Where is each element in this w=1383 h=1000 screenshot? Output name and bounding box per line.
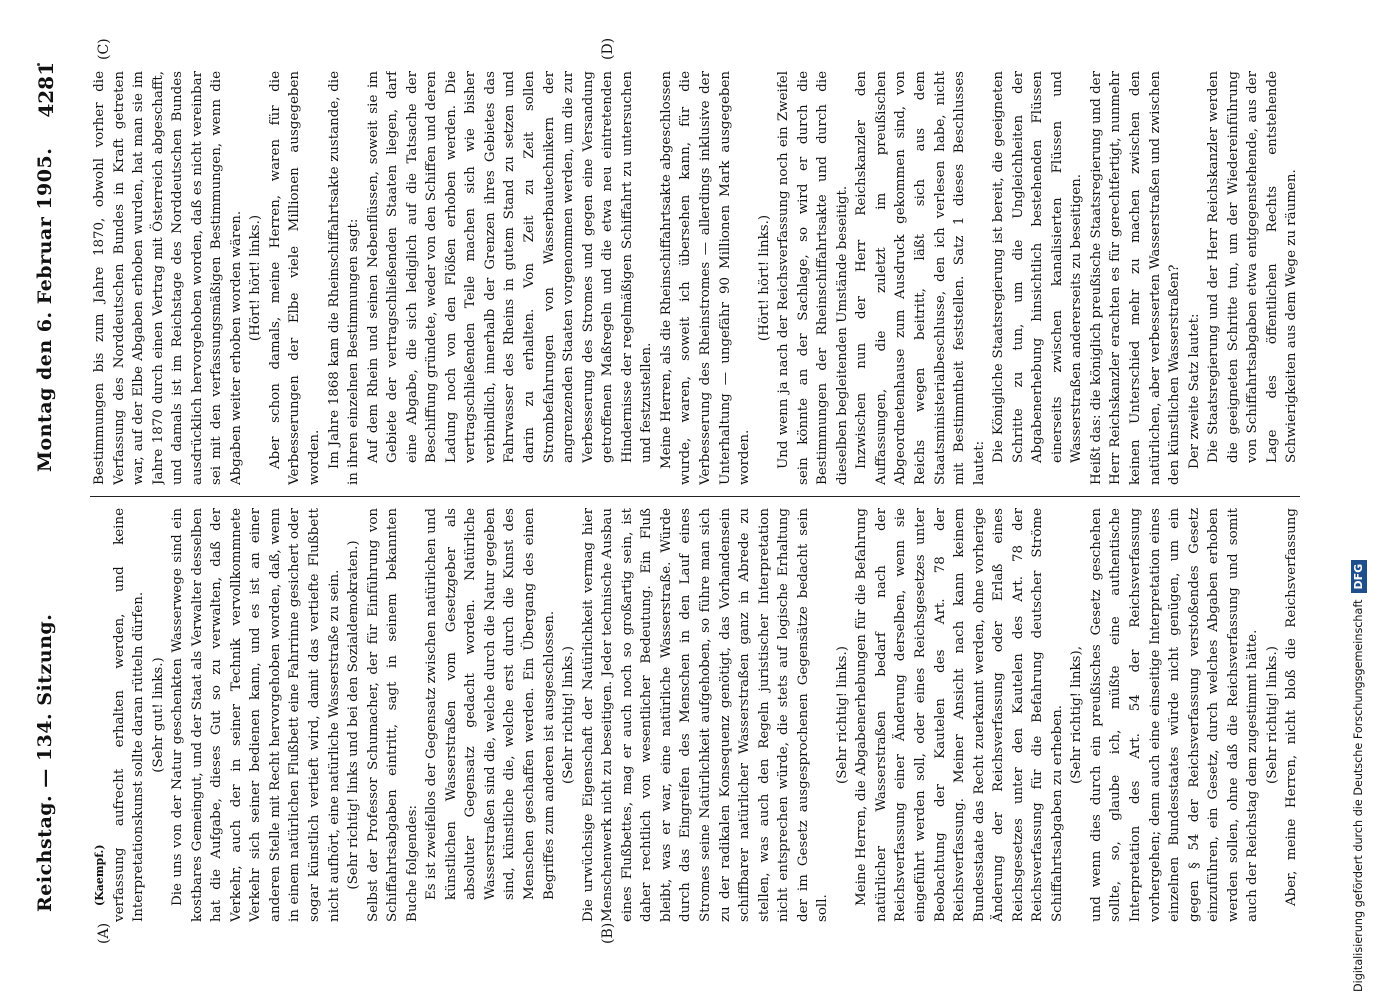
paragraph: Bestimmungen bis zum Jahre 1870, obwohl vorher die Verfassung des Norddeutschen Bundes in Kraft getreten war, auf der Elbe Abgaben erhoben wurden, hat man sie im Jahre 1870 durch einen Vertrag mit Österreich abgeschafft, und damals ist im Reichstage des Norddeutschen Bundes ausdrücklich hervorgehoben worden, daß es nicht vereinbar sei mit den verfassungsmäßigen Bestimmungen, wenn die Abgaben weiter erhoben worden wären. bbox=[92, 71, 244, 485]
interjection: (Sehr richtig! links und bei den Sozialdemokraten.) bbox=[346, 540, 362, 890]
left-column bbox=[90, 508, 1300, 922]
digitization-note-text-wrap bbox=[1348, 8, 1370, 992]
paragraph: Selbst der Professor Schumacher, der für Einführung von Schiffahrtsabgaben eintritt, sagt in seinem bekannten Buche folgendes: bbox=[365, 508, 420, 922]
speaker-name: (Kaempf.) bbox=[93, 844, 106, 906]
paragraph: Aber, meine Herren, nicht bloß die Reichsverfassung bbox=[1284, 508, 1300, 906]
margin-marker-d: (D) bbox=[600, 37, 616, 60]
interjection: (Hört! hört! links.) bbox=[756, 214, 772, 342]
paragraph: Und wenn ja nach der Reichsverfassung noch ein Zweifel sein könnte an der Sachlage, so wird er durch die Bestimmungen der Rheinschiffahrtsakte und durch die dieselben begleitenden Umstände beseitigt. bbox=[776, 71, 850, 485]
paragraph: Der zweite Satz lautet: bbox=[1186, 313, 1202, 469]
margin-marker-b: (B) bbox=[600, 922, 616, 944]
quotation: Die Staatsregierung und der Herr Reichskanzler werden die geeigneten Schritte tun, um der Wiedereinführung von Schiffahrtsabgaben etwa entgegenstehende, aus der Lage des öffentlichen Rechts entstehende Schwierigkeiten aus dem Wege zu räumen. bbox=[1206, 71, 1300, 463]
page-number: 4281 bbox=[34, 62, 58, 118]
quotation: Die Königliche Staatsregierung ist bereit, die geeigneten Schritte zu tun, um die Ungleichheiten der Abgabenerhebung hinsichtlich bestehenden Flüssen einerseits zwischen kanalisierten Flüssen und Wasserstraßen andererseits zu beseitigen. bbox=[991, 71, 1085, 463]
dfg-logo: DFG bbox=[1351, 560, 1367, 594]
interjection: (Sehr richtig! links.) bbox=[1264, 646, 1280, 784]
paragraph: Aber schon damals, meine Herren, waren für die Verbesserungen der Elbe viele Millionen ausgegeben worden. bbox=[267, 71, 323, 485]
interjection: (Sehr richtig! links), bbox=[1069, 646, 1085, 784]
quotation: Es ist zweifellos der Gegensatz zwischen natürlichen und künstlichen Wasserstraßen vom Gesetzgeber als absoluter Gegensatz gedacht worden. Natürliche Wasserstraßen sind die, welche durch die Natur gegeben sind, künstliche die, welche erst durch die Kunst des Menschen geschaffen werden. Ein Übergang des einen Begriffes zum anderen ist ausgeschlossen. bbox=[424, 508, 557, 900]
paragraph: Im Jahre 1868 kam die Rheinschiffahrtsakte zustande, die in ihren einzelnen Bestimmungen sagt: bbox=[326, 71, 362, 485]
paragraph: Die urwüchsige Eigenschaft der Natürlichkeit vermag hier Menschenwerk nicht zu beseitigen. Jeder technische Ausbau eines Flußbettes, mag er auch noch so großartig sein, ist daher rechtlich von wesentlicher Bedeutung. Ein Fluß bleibt, was er war, eine natürliche Wasserstraße. Würde durch das Eingreifen des Menschen in den Lauf eines Stromes seine Natürlichkeit aufgehoben, so führe man sich zu der radikalen Konsequenz genötigt, das Vorhandensein schiffbarer natürlicher Wasserstraßen ganz in Abrede zu stellen, was auch den Regeln juristischer Interpretation nicht entsprechen würde, die stets auf logische Erhaltung der im Gesetz ausgesprochenen Gegensätze bedacht sein soll. bbox=[580, 508, 831, 922]
digitization-note bbox=[1348, 8, 1370, 992]
interjection: (Hört! hört! links.) bbox=[248, 214, 264, 342]
column-divider bbox=[90, 496, 1300, 497]
margin-marker-a: (A) bbox=[96, 922, 112, 944]
paragraph: Heißt das: die königlich preußische Staatsregierung und der Herr Reichskanzler erachten es für gerechtfertigt, nunmehr keinen Unterschied mehr zu machen zwischen den natürlichen, aber verbesserten Wasserstraßen und zwischen den künstlichen Wasserstraßen? bbox=[1088, 71, 1183, 485]
interjection: (Sehr gut! links.) bbox=[150, 657, 166, 773]
interjection: (Sehr richtig! links.) bbox=[561, 646, 577, 784]
right-column bbox=[90, 71, 1300, 485]
interjection: (Sehr richtig! links.) bbox=[834, 646, 850, 784]
margin-marker-c: (C) bbox=[96, 38, 112, 60]
paragraph: und wenn dies durch ein preußisches Gesetz geschehen sollte, so, glaube ich, müßte eine authentische Interpretation des Art. 54 der Reichsverfassung vorhergehen; denn auch eine einseitige Interpretation eines einzelnen Bundesstaates würde nicht genügen, um ein gegen § 54 der Reichsverfassung verstoßendes Gesetz einzuführen, ein Gesetz, durch welches Abgaben erhoben werden sollen, ohne daß die Reichsverfassung und somit auch der Reichstag dem zugestimmt hätte. bbox=[1088, 508, 1261, 922]
page-header bbox=[34, 62, 84, 922]
digitization-note-text: Digitalisierung gefördert durch die Deutsche Forschungsgemeinschaft bbox=[1352, 599, 1365, 992]
paragraph: Meine Herren, als die Rheinschiffahrtsakte abgeschlossen wurde, waren, soweit ich übersehen kann, für die Verbesserung des Rheinstromes — allerdings inklusive der Unterhaltung — ungefähr 90 Millionen Mark ausgegeben worden. bbox=[658, 71, 753, 485]
paragraph: Die uns von der Natur geschenkten Wasserwege sind ein kostbares Gemeingut, und der Staat als Verwalter desselben hat die Aufgabe, dieses Gut so zu verwalten, daß der Verkehr, auch der in seiner Technik vervollkommnete Verkehr sich seiner bedienen kann, und es ist an einer anderen Stelle mit Recht hervorgehoben worden, daß, wenn in einem natürlichen Flußbett eine Fahrrinne gesichert oder sogar künstlich vertieft wird, damit das vertiefte Flußbett nicht aufhört, eine natürliche Wasserstraße zu sein. bbox=[170, 508, 342, 922]
paragraph: Meine Herren, die Abgabenerhebungen für die Befahrung natürlicher Wasserstraßen bedarf nach der Reichsverfassung einer Änderung derselben, wenn sie eingeführt werden soll, oder eines Reichsgesetzes unter Beobachtung der Kautelen des Art. 78 der Reichsverfassung. Meiner Ansicht nach kann keinem Bundesstaate das Recht zuerkannt werden, ohne vorherige Änderung der Reichsverfassung oder Erlaß eines Reichsgesetzes unter den Kautelen des Art. 78 der Reichsverfassung für die Befahrung deutscher Ströme Schiffahrtsabgaben zu erheben. bbox=[854, 508, 1065, 922]
quotation: Auf dem Rhein und seinen Nebenflüssen, soweit sie im Gebiete der vertragschließenden Staaten liegen, darf eine Abgabe, die sich lediglich auf die Tatsache der Beschiffung gründete, weder von den Schiffen und deren Ladung noch von den Flößen erhoben werden. Die vertragschließenden Teile machen sich wie bisher verbindlich, innerhalb der Grenzen ihres Gebietes das Fahrwasser des Rheins in gutem Stand zu setzen und darin zu erhalten. Von Zeit zu Zeit sollen Strombefahrungen von Wasserbautechnikern der angrenzenden Staaten vorgenommen werden, um die zur Verbesserung des Stromes und gegen eine Versandung getroffenen Maßregeln und die etwa neu eintretenden Hindernisse der regelmäßigen Schiffahrt zu untersuchen und festzustellen. bbox=[365, 71, 655, 463]
header-date: Montag den 6. Februar 1905. bbox=[34, 147, 56, 472]
paragraph: verfassung aufrecht erhalten werden, und keine Interpretationskunst sollte daran rütteln dürfen. bbox=[111, 508, 147, 922]
paragraph: Inzwischen nun der Herr Reichskanzler den Auffassungen, die zuletzt im preußischen Abgeordnetenhause zum Ausdruck gekommen sind, von Reichs wegen beitritt, läßt sich aus dem Staatsministerialbeschlusse, den ich verlesen habe, nicht mit Bestimmtheit feststellen. Satz 1 dieses Beschlusses lautet: bbox=[854, 71, 987, 485]
header-left-title: Reichstag. — 134. Sitzung. bbox=[34, 613, 56, 912]
